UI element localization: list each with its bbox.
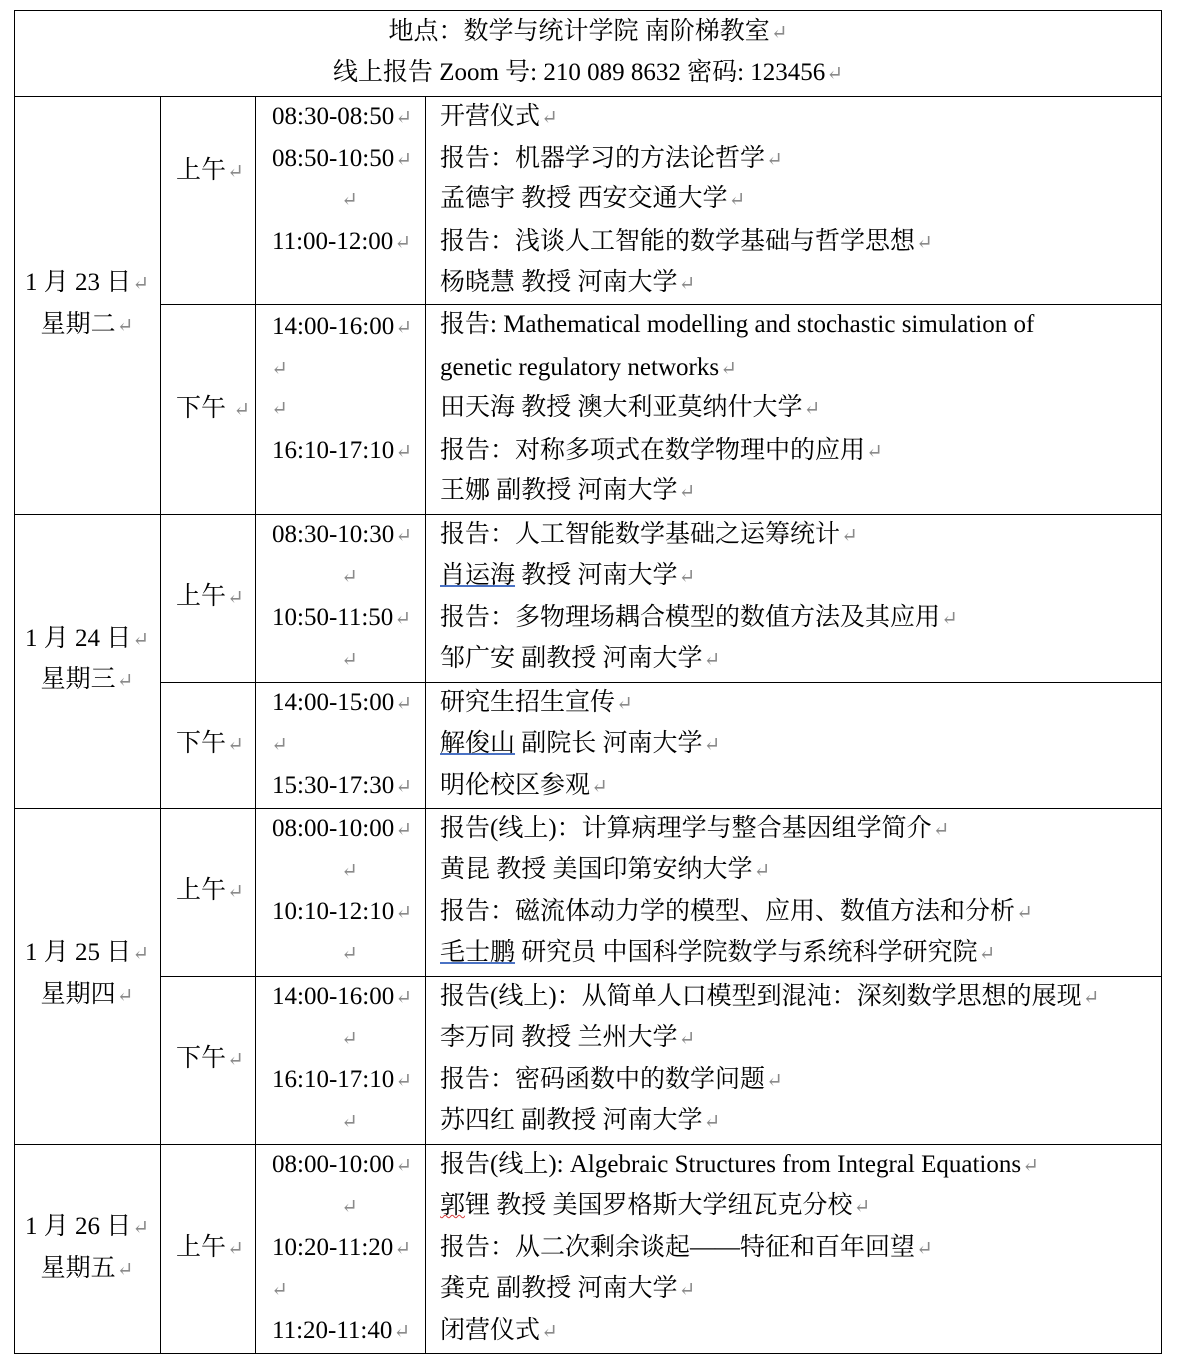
period-label: 下午↵: [176, 730, 244, 757]
period-label: 上午↵: [176, 1234, 244, 1261]
date-cell: 1 月 24 日↵: [24, 625, 150, 652]
paragraph-mark: ↵: [271, 358, 288, 380]
paragraph-mark: ↵: [271, 1279, 288, 1301]
agenda-line: 报告：磁流体动力学的模型、应用、数值方法和分析↵: [440, 898, 1033, 925]
period-label: 下午 ↵: [176, 395, 251, 422]
agenda-line: 闭营仪式↵: [440, 1317, 558, 1344]
time-slot: 14:00-16:00↵: [272, 983, 412, 1010]
divider: [14, 96, 1162, 97]
paragraph-mark: ↵: [341, 943, 358, 965]
time-slot: 10:50-11:50↵: [272, 604, 412, 631]
agenda-line: 解俊山 副院长 河南大学↵: [440, 730, 721, 757]
agenda-line: 孟德宇 教授 西安交通大学↵: [440, 185, 746, 212]
agenda-line: 报告(线上): Algebraic Structures from Integral Equations↵: [440, 1151, 1039, 1178]
schedule-table: [14, 10, 1162, 1354]
paragraph-mark: ↵: [341, 189, 358, 211]
agenda-line: 报告：人工智能数学基础之运筹统计↵: [440, 521, 858, 548]
agenda-line: 明伦校区参观↵: [440, 772, 608, 799]
time-slot: 11:00-12:00↵: [272, 228, 412, 255]
agenda-line: 报告：多物理场耦合模型的数值方法及其应用↵: [440, 604, 958, 631]
time-slot: 08:00-10:00↵: [272, 815, 412, 842]
agenda-line: 报告：从二次剩余谈起——特征和百年回望↵: [440, 1234, 933, 1261]
time-slot: 08:00-10:00↵: [272, 1151, 412, 1178]
agenda-line: 报告：对称多项式在数学物理中的应用↵: [440, 437, 883, 464]
paragraph-mark: ↵: [341, 566, 358, 588]
time-slot: 08:50-10:50↵: [272, 145, 412, 172]
weekday-cell: 星期三↵: [40, 666, 134, 693]
period-label: 下午↵: [176, 1045, 244, 1072]
agenda-line: 报告：密码函数中的数学问题↵: [440, 1066, 783, 1093]
paragraph-mark: ↵: [341, 649, 358, 671]
period-label: 上午↵: [176, 157, 244, 184]
divider: [160, 304, 1162, 305]
time-slot: 10:20-11:20↵: [272, 1234, 412, 1261]
paragraph-mark: ↵: [341, 1196, 358, 1218]
divider: [14, 1144, 1162, 1145]
agenda-line: 苏四红 副教授 河南大学↵: [440, 1107, 721, 1134]
agenda-line: 报告: Mathematical modelling and stochastic simulation of: [440, 311, 1035, 338]
agenda-line: 邹广安 副教授 河南大学↵: [440, 645, 721, 672]
agenda-line: 开营仪式↵: [440, 103, 558, 130]
time-slot: 11:20-11:40↵: [272, 1317, 411, 1344]
divider: [160, 96, 161, 1354]
flagged-character: 郭: [440, 1192, 466, 1219]
agenda-line: 王娜 副教授 河南大学↵: [440, 477, 696, 504]
weekday-cell: 星期五↵: [40, 1255, 134, 1282]
time-slot: 08:30-10:30↵: [272, 521, 412, 548]
agenda-line: 郭锂 教授 美国罗格斯大学纽瓦克分校↵: [440, 1192, 871, 1219]
venue-line: 地点：数学与统计学院 南阶梯教室↵: [388, 18, 788, 45]
date-cell: 1 月 26 日↵: [24, 1213, 150, 1240]
agenda-line: 报告(线上)：从简单人口模型到混沌：深刻数学思想的展现↵: [440, 983, 1100, 1010]
agenda-line: 黄昆 教授 美国印第安纳大学↵: [440, 856, 771, 883]
agenda-line: 李万同 教授 兰州大学↵: [440, 1024, 696, 1051]
agenda-line: 报告：浅谈人工智能的数学基础与哲学思想↵: [440, 228, 933, 255]
time-slot: 16:10-17:10↵: [272, 1066, 412, 1093]
paragraph-mark: ↵: [341, 860, 358, 882]
paragraph-mark: ↵: [341, 1028, 358, 1050]
divider: [160, 682, 1162, 683]
weekday-cell: 星期四↵: [40, 981, 134, 1008]
agenda-line: 报告：机器学习的方法论哲学↵: [440, 145, 783, 172]
divider: [425, 96, 426, 1354]
agenda-line: 肖运海 教授 河南大学↵: [440, 562, 696, 589]
paragraph-mark: ↵: [341, 1111, 358, 1133]
divider: [255, 96, 256, 1354]
date-cell: 1 月 23 日↵: [24, 269, 150, 296]
time-slot: 14:00-16:00↵: [272, 313, 412, 340]
time-slot: 08:30-08:50↵: [272, 103, 412, 130]
time-slot: 10:10-12:10↵: [272, 898, 412, 925]
divider: [160, 976, 1162, 977]
zoom-line: 线上报告 Zoom 号: 210 089 8632 密码: 123456↵: [332, 59, 844, 86]
agenda-line: 龚克 副教授 河南大学↵: [440, 1275, 696, 1302]
period-label: 上午↵: [176, 877, 244, 904]
paragraph-mark: ↵: [271, 398, 288, 420]
time-slot: 14:00-15:00↵: [272, 689, 412, 716]
speaker-name: 肖运海: [440, 562, 516, 589]
agenda-line: 田天海 教授 澳大利亚莫纳什大学↵: [440, 394, 821, 421]
time-slot: 16:10-17:10↵: [272, 437, 412, 464]
agenda-line: 杨晓慧 教授 河南大学↵: [440, 269, 696, 296]
date-cell: 1 月 25 日↵: [24, 939, 150, 966]
agenda-line: 研究生招生宣传↵: [440, 689, 633, 716]
agenda-line: genetic regulatory networks↵: [440, 354, 737, 381]
speaker-name: 毛士鹏: [440, 939, 516, 966]
paragraph-mark: ↵: [271, 734, 288, 756]
divider: [14, 514, 1162, 515]
speaker-name: 解俊山: [440, 730, 516, 757]
agenda-line: 毛士鹏 研究员 中国科学院数学与系统科学研究院↵: [440, 939, 996, 966]
divider: [14, 808, 1162, 809]
weekday-cell: 星期二↵: [40, 311, 134, 338]
agenda-line: 报告(线上)：计算病理学与整合基因组学简介↵: [440, 815, 950, 842]
time-slot: 15:30-17:30↵: [272, 772, 412, 799]
period-label: 上午↵: [176, 583, 244, 610]
